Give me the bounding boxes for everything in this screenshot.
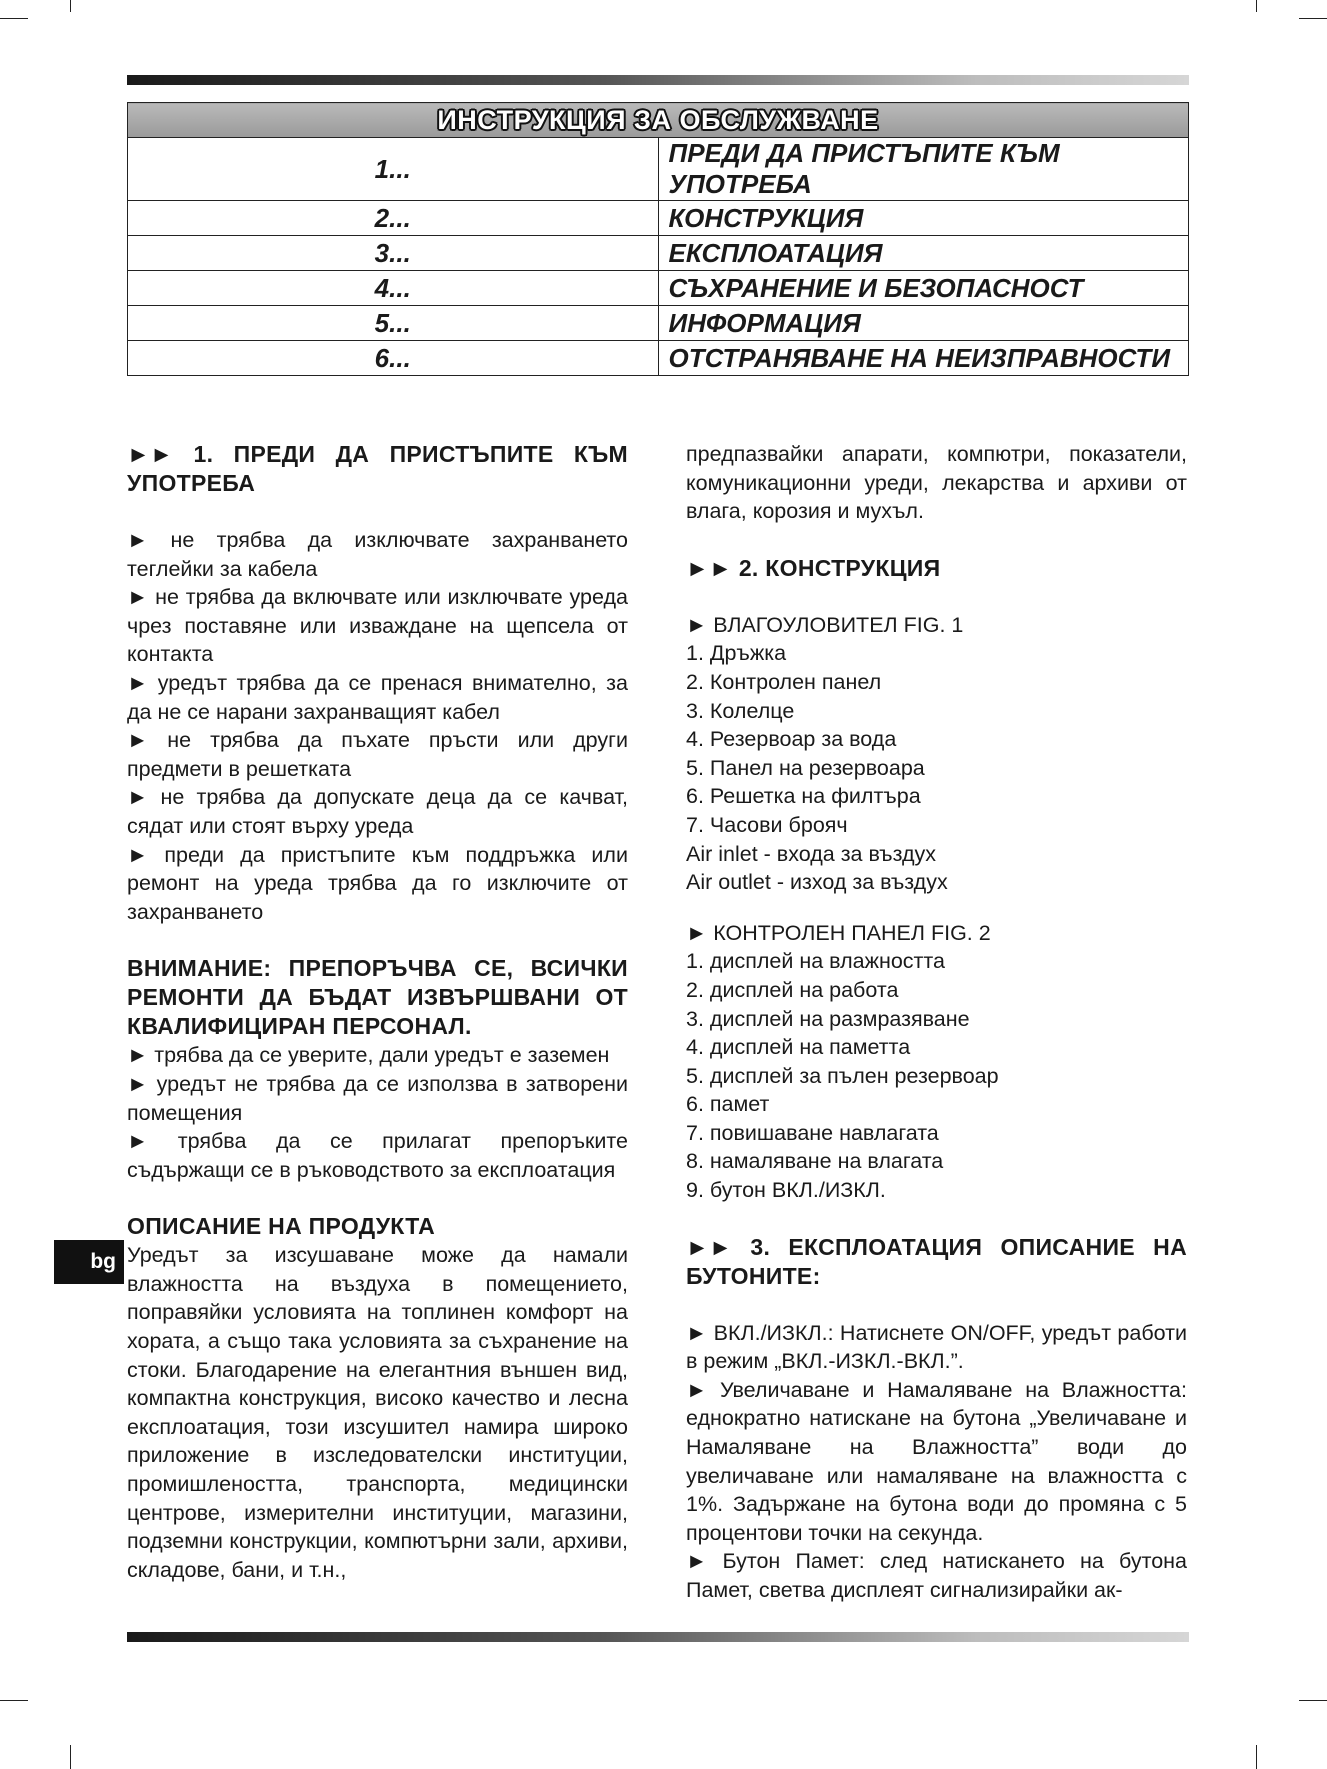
toc-number: 3... bbox=[128, 236, 659, 271]
toc-row bbox=[128, 341, 1189, 376]
product-description-text: Уредът за изсушаване може да намали влажността на въздуха в помещението, поправяйки условията на топлинен комфорт на хората, а също така условията за съхранение на стоки. Благодарение на елегантния външен вид, компактна конструкция, високо качество и лесна експлоатация, този изсушител намира широко приложение в изследователски институции, промишлеността, транспорта, медицински центрове, измерителни институции, магазини, подземни конструкции, компютърни зали, архиви, складове, бани, и т.н., bbox=[127, 1243, 628, 1582]
crop-mark bbox=[1256, 1745, 1257, 1769]
operation-item: ► ВКЛ./ИЗКЛ.: Натиснете ON/OFF, уредът работи в режим „ВКЛ.-ИЗКЛ.-ВКЛ.”. bbox=[686, 1320, 1187, 1374]
control-item: 4. дисплей на паметта bbox=[686, 1035, 911, 1060]
operation-item: ► Бутон Памет: след натискането на бутона Памет, светва дисплеят сигнализирайки ак- bbox=[686, 1549, 1187, 1602]
crop-mark bbox=[1299, 1700, 1327, 1701]
toc-title: СЪХРАНЕНИЕ И БЕЗОПАСНОСТ bbox=[658, 271, 1189, 306]
control-item: 3. дисплей на размразяване bbox=[686, 1006, 970, 1031]
dehumidifier-label: ► ВЛАГОУЛОВИТЕЛ FIG. 1 bbox=[686, 612, 964, 637]
bullet-item: ► уредът не трябва да се използва в затворени помещения bbox=[127, 1071, 628, 1125]
warning-heading: ВНИМАНИЕ: ПРЕПОРЪЧВА СЕ, ВСИЧКИ РЕМОНТИ ДА БЪДАТ ИЗВЪРШВАНИ ОТ КВАЛИФИЦИРАН ПЕРСОНАЛ. bbox=[127, 955, 628, 1040]
toc-number: 6... bbox=[128, 341, 659, 376]
bottom-gradient-bar bbox=[127, 1632, 1189, 1642]
bullet-item: ► трябва да се уверите, дали уредът е заземен bbox=[127, 1043, 610, 1068]
bullet-item: ► преди да пристъпите към поддръжка или ремонт на уреда трябва да го изключите от захранването bbox=[127, 842, 628, 924]
control-item: 5. дисплей за пълен резервоар bbox=[686, 1063, 999, 1088]
control-item: 7. повишаване навлагата bbox=[686, 1120, 939, 1145]
toc-row bbox=[128, 271, 1189, 306]
operation-item: ► Увеличаване и Намаляване на Влажността: еднократно натискане на бутона „Увеличаване и Намаляване на Влажността” води до увеличаване или намаляване на влажността с 1%. Задържане на бутона води до промяна с 5 процентови точки на секунда. bbox=[686, 1377, 1187, 1545]
crop-mark bbox=[70, 0, 71, 12]
control-item: 2. дисплей на работа bbox=[686, 977, 899, 1002]
toc-title: ПРЕДИ ДА ПРИСТЪПИТЕ КЪМ УПОТРЕБА bbox=[658, 138, 1189, 201]
toc-row bbox=[128, 306, 1189, 341]
toc-number: 2... bbox=[128, 201, 659, 236]
section-3-heading: ►► 3. ЕКСПЛОАТАЦИЯ ОПИСАНИЕ НА БУТОНИТЕ: bbox=[686, 1233, 1187, 1289]
language-tab: bg bbox=[54, 1240, 124, 1284]
control-item: 6. памет bbox=[686, 1092, 770, 1117]
toc-title: ОТСТРАНЯВАНЕ НА НЕИЗПРАВНОСТИ bbox=[658, 341, 1189, 376]
continuation-text: предпазвайки апарати, компютри, показатели, комуникационни уреди, лекарства и архиви от влага, корозия и мухъл. bbox=[686, 442, 1187, 524]
crop-mark bbox=[70, 1745, 71, 1769]
bullet-item: ► уредът трябва да се пренася внимателно, за да не се нарани захранващият кабел bbox=[127, 670, 628, 724]
bullet-item: ► не трябва да изключвате захранването теглейки за кабела bbox=[127, 528, 628, 581]
section-1-heading: ►► 1. ПРЕДИ ДА ПРИСТЪПИТЕ КЪМ УПОТРЕБА bbox=[127, 441, 628, 496]
part-item: 1. Дръжка bbox=[686, 641, 787, 666]
crop-mark bbox=[1299, 18, 1327, 19]
bullet-item: ► не трябва да пъхате пръсти или други предмети в решетката bbox=[127, 728, 628, 781]
table-of-contents bbox=[127, 102, 1189, 376]
toc-row bbox=[128, 201, 1189, 236]
toc-row bbox=[128, 138, 1189, 201]
bullet-item: ► трябва да се прилагат препоръките съдържащи се в ръководството за експлоатация bbox=[127, 1129, 628, 1182]
toc-header: ИНСТРУКЦИЯ ЗА ОБСЛУЖВАНЕ bbox=[128, 103, 1189, 138]
product-description-heading: ОПИСАНИЕ НА ПРОДУКТА bbox=[127, 1213, 436, 1240]
top-gradient-bar bbox=[127, 75, 1189, 85]
control-item: 1. дисплей на влажността bbox=[686, 949, 945, 974]
toc-number: 4... bbox=[128, 271, 659, 306]
part-item: 4. Резервоар за вода bbox=[686, 727, 897, 752]
left-column bbox=[127, 440, 628, 1584]
bullet-item: ► не трябва да включвате или изключвате уреда чрез поставяне или изваждане на щепсела от контакта bbox=[127, 585, 628, 667]
part-item: 6. Решетка на филтъра bbox=[686, 784, 921, 809]
toc-number: 5... bbox=[128, 306, 659, 341]
crop-mark bbox=[1256, 0, 1257, 12]
part-item: 2. Контролен панел bbox=[686, 669, 882, 694]
toc-title: ЕКСПЛОАТАЦИЯ bbox=[658, 236, 1189, 271]
part-item: 3. Колелце bbox=[686, 698, 795, 723]
toc-number: 1... bbox=[128, 138, 659, 201]
control-item: 9. бутон ВКЛ./ИЗКЛ. bbox=[686, 1178, 886, 1203]
part-item: 5. Панел на резервоара bbox=[686, 755, 925, 780]
bullet-item: ► не трябва да допускате деца да се качват, сядат или стоят върху уреда bbox=[127, 785, 628, 838]
section-2-heading: ►► 2. КОНСТРУКЦИЯ bbox=[686, 554, 941, 581]
part-item: Air inlet - входа за въздух bbox=[686, 841, 937, 866]
toc-title: КОНСТРУКЦИЯ bbox=[658, 201, 1189, 236]
crop-mark bbox=[0, 18, 28, 19]
toc-row bbox=[128, 236, 1189, 271]
part-item: Air outlet - изход за въздух bbox=[686, 870, 948, 895]
control-panel-label: ► КОНТРОЛЕН ПАНЕЛ FIG. 2 bbox=[686, 920, 991, 945]
part-item: 7. Часови брояч bbox=[686, 812, 848, 837]
crop-mark bbox=[0, 1700, 28, 1701]
control-item: 8. намаляване на влагата bbox=[686, 1149, 944, 1174]
toc-title: ИНФОРМАЦИЯ bbox=[658, 306, 1189, 341]
right-column bbox=[686, 440, 1187, 1605]
